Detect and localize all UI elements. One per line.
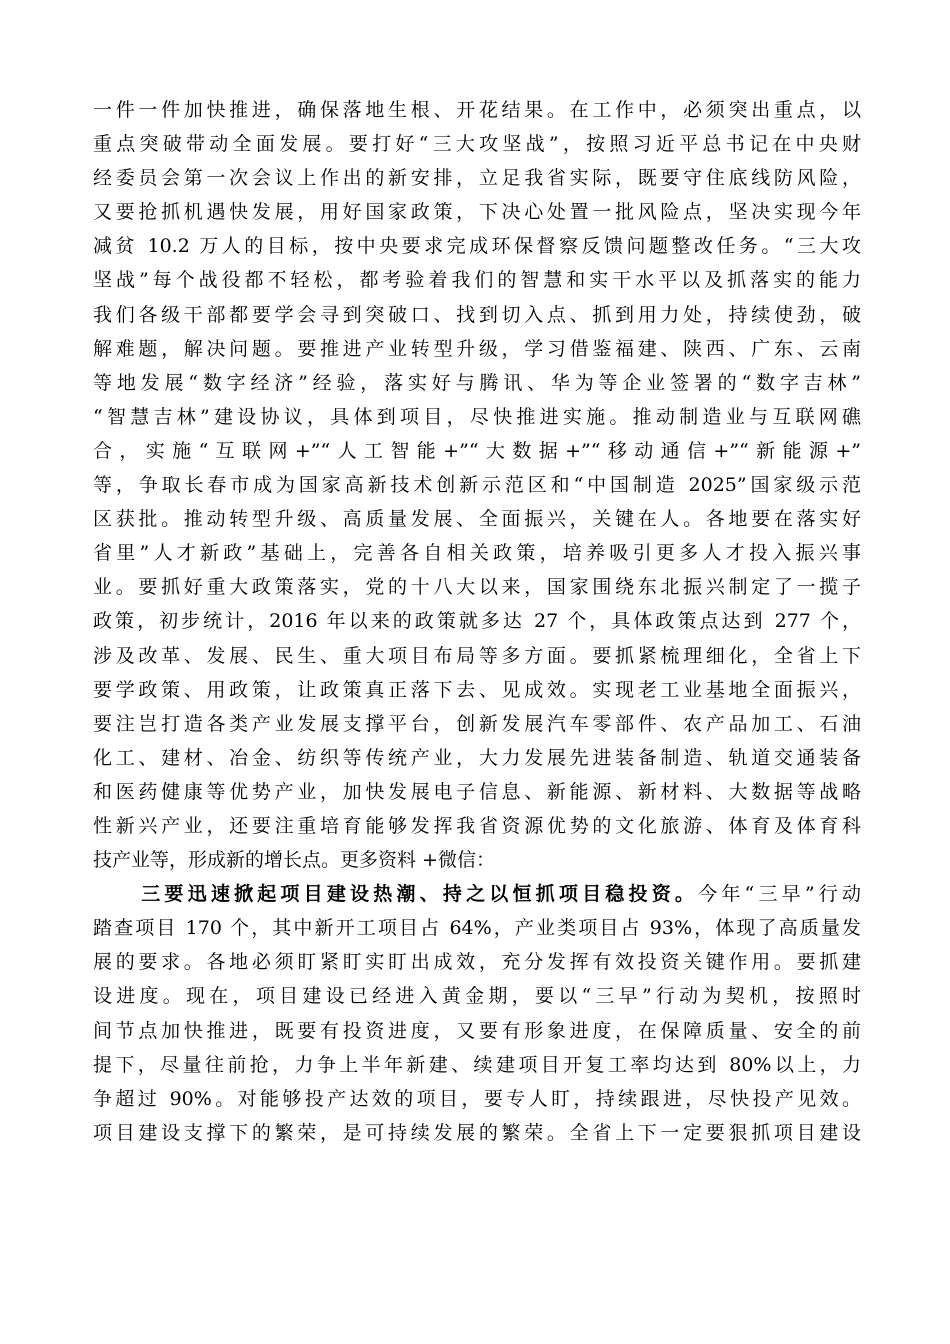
- text-line: 展的要求。各地必须盯紧盯实盯出成效，充分发挥有效投资关键作用。要抓建: [93, 951, 861, 974]
- text-line: 间节点加快推进，既要有投资进度，又要有形象进度，在保障质量、安全的前: [93, 1019, 861, 1042]
- paragraph-2: [93, 877, 861, 1150]
- text-line: 和医药健康等优势产业，加快发展电子信息、新能源、新材料、大数据等战略: [93, 780, 861, 803]
- text-line: 等，争取长春市成为国家高新技术创新示范区和“中国制造 2025”国家级示范: [93, 474, 861, 497]
- text-line: 提下，尽量往前抢，力争上半年新建、续建项目开复工率均达到 80%以上，力: [93, 1053, 861, 1076]
- text-line: 等地发展“数字经济”经验，落实好与腾讯、华为等企业签署的“数字吉林”: [93, 371, 861, 394]
- text-line: 业。要抓好重大政策落实，党的十八大以来，国家围绕东北振兴制定了一揽子: [93, 576, 861, 599]
- text-line: 省里”人才新政”基础上，完善各自相关政策，培养吸引更多人才投入振兴事: [93, 542, 861, 565]
- text-line: 减贫 10.2 万人的目标，按中央要求完成环保督察反馈问题整改任务。“三大攻: [93, 235, 861, 258]
- text-line: 技产业等，形成新的增长点。更多资料 +微信：: [93, 849, 495, 872]
- text-line: 争超过 90%。对能够投产达效的项目，要专人盯，持续跟进，尽快投产见效。: [93, 1087, 861, 1110]
- text-line: 解难题，解决问题。要推进产业转型升级，学习借鉴福建、陕西、广东、云南: [93, 337, 861, 360]
- paragraph-2-first-line: [93, 877, 861, 911]
- text-line: 化工、建材、冶金、纺织等传统产业，大力发展先进装备制造、轨道交通装备: [93, 746, 861, 769]
- text-line: 又要抢抓机遇快发展，用好国家政策，下决心处置一批风险点，坚决实现今年: [93, 201, 861, 224]
- text-line: 性新兴产业，还要注重培育能够发挥我省资源优势的文化旅游、体育及体育科: [93, 814, 861, 837]
- text-line: 我们各级干部都要学会寻到突破口、找到切入点、抓到用力处，持续使劲，破: [93, 303, 861, 326]
- text-line: 合，实施“互联网+”“人工智能+”“大数据+”“移动通信+”“新能源+”: [93, 439, 861, 462]
- paragraph-1: [93, 93, 861, 877]
- text-line: 一件一件加快推进，确保落地生根、开花结果。在工作中，必须突出重点，以: [93, 99, 861, 121]
- text-line: 项目建设支撑下的繁荣，是可持续发展的繁荣。全省上下一定要狠抓项目建设: [93, 1121, 861, 1144]
- text-line: 区获批。推动转型升级、高质量发展、全面振兴，关键在人。各地要在落实好: [93, 508, 861, 531]
- text-line: 涉及改革、发展、民生、重大项目布局等多方面。要抓紧梳理细化，全省上下: [93, 644, 861, 667]
- document-body: [93, 93, 861, 1150]
- section-heading: 三要迅速掀起项目建设热潮、持之以恒抓项目稳投资。: [137, 883, 699, 906]
- text-line: 坚战”每个战役都不轻松，都考验着我们的智慧和实干水平以及抓落实的能力: [93, 269, 861, 292]
- text-span: 今年“三早”行动: [698, 883, 861, 906]
- text-line: 要学政策、用政策，让政策真正落下去、见成效。实现老工业基地全面振兴，: [93, 678, 861, 701]
- text-line: 经委员会第一次会议上作出的新安排，立足我省实际，既要守住底线防风险，: [93, 167, 861, 190]
- text-line: 重点突破带动全面发展。要打好“三大攻坚战”，按照习近平总书记在中央财: [93, 133, 861, 156]
- text-line: 要注岂打造各类产业发展支撑平台，创新发展汽车零部件、农产品加工、石油: [93, 712, 861, 735]
- text-line: 政策，初步统计，2016 年以来的政策就多达 27 个，具体政策点达到 277 个，: [93, 610, 861, 633]
- text-line: “智慧吉林”建设协议，具体到项目，尽快推进实施。推动制造业与互联网礁: [93, 405, 861, 428]
- text-line: 设进度。现在，项目建设已经进入黄金期，要以“三早”行动为契机，按照时: [93, 985, 861, 1008]
- text-line: 踏查项目 170 个，其中新开工项目占 64%，产业类项目占 93%，体现了高质量发: [93, 917, 861, 940]
